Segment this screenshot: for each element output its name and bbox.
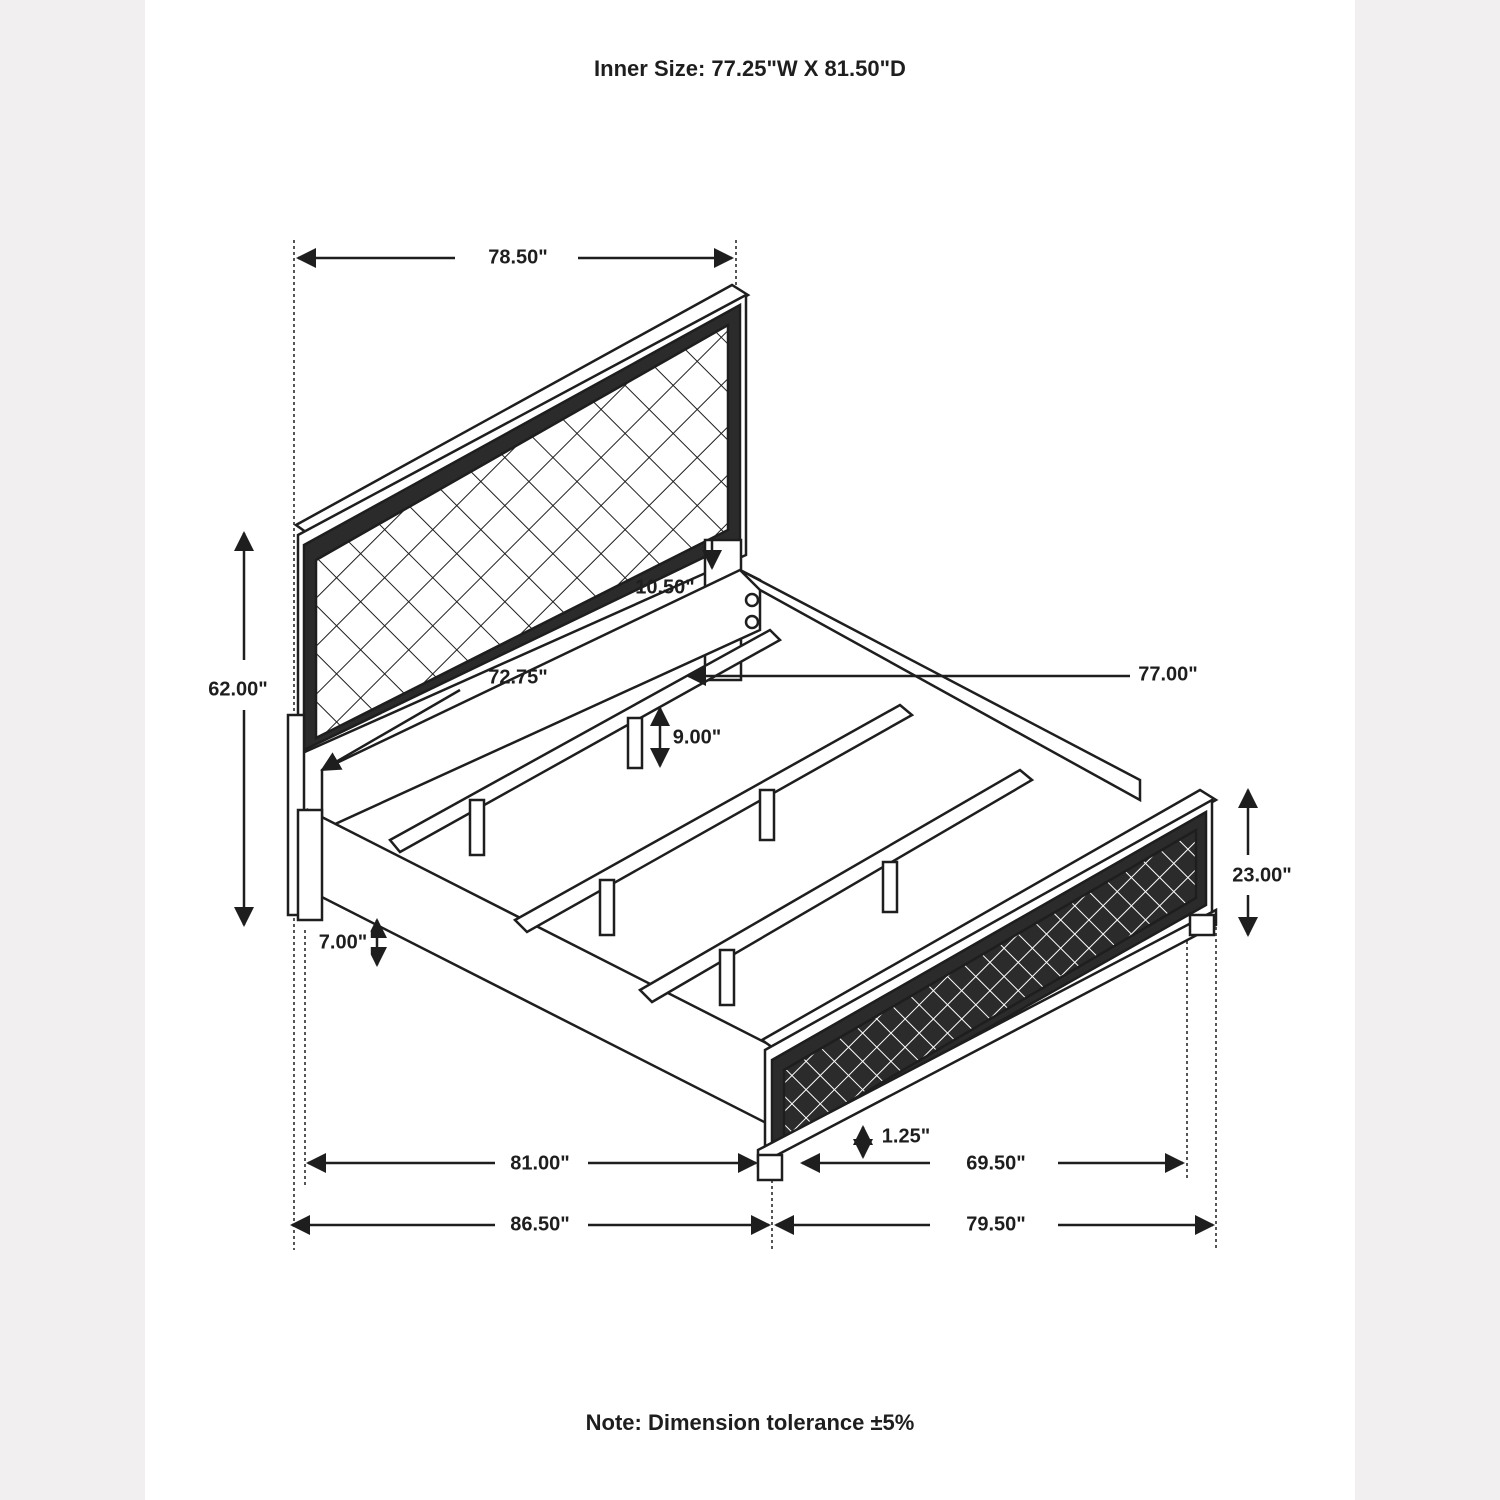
overall-width-label: 79.50" <box>962 1214 1030 1237</box>
slat-height-label: 9.00" <box>672 726 722 749</box>
footboard-base-label: 1.25" <box>878 1126 934 1149</box>
side-rail-clearance-label: 7.00" <box>315 932 371 955</box>
footboard-width-label: 69.50" <box>962 1153 1030 1176</box>
inner-length-label: 77.00" <box>1134 664 1202 687</box>
footboard-height-label: 23.00" <box>1228 865 1296 888</box>
overall-height-label: 62.00" <box>204 679 272 702</box>
tolerance-note: Note: Dimension tolerance ±5% <box>585 1410 915 1435</box>
side-rail-length-label: 81.00" <box>506 1153 574 1176</box>
headboard-rail-label: 10.50" <box>635 576 695 599</box>
inner-size-title: Inner Size: 77.25"W X 81.50"D <box>594 56 906 81</box>
overall-length-label: 86.50" <box>506 1214 574 1237</box>
headboard-panel-width-label: 72.75" <box>488 666 548 689</box>
headboard-width-label: 78.50" <box>484 247 552 270</box>
footboard <box>758 790 1216 1180</box>
